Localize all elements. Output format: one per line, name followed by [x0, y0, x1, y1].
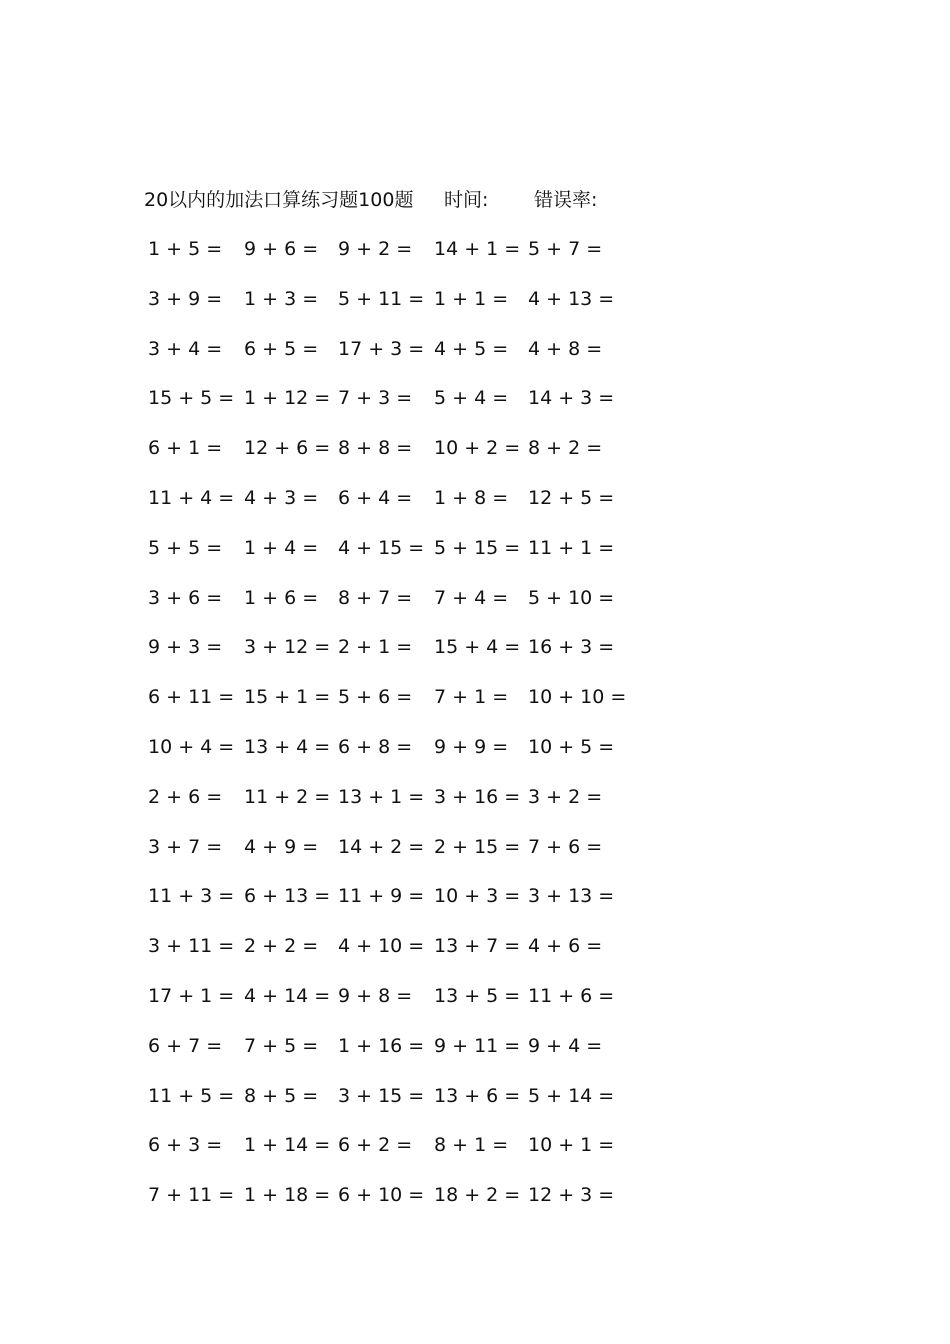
- problem-item: 15 + 1 =: [244, 686, 331, 709]
- problem-item: 5 + 6 =: [338, 686, 413, 709]
- problem-item: 6 + 5 =: [244, 337, 319, 360]
- problem-item: 12 + 3 =: [528, 1184, 615, 1207]
- problem-item: 4 + 6 =: [528, 935, 603, 958]
- problem-item: 9 + 4 =: [528, 1034, 603, 1057]
- problem-item: 6 + 11 =: [148, 686, 235, 709]
- problem-item: 2 + 15 =: [434, 835, 521, 858]
- problem-item: 10 + 4 =: [148, 736, 235, 758]
- problem-item: 11 + 5 =: [148, 1084, 235, 1107]
- problem-item: 1 + 12 =: [244, 387, 331, 410]
- problem-item: 11 + 9 =: [338, 885, 425, 908]
- problem-item: 1 + 14 =: [244, 1134, 331, 1157]
- problem-item: 6 + 13 =: [244, 885, 331, 908]
- problem-item: 10 + 1 =: [528, 1134, 615, 1157]
- problem-item: 4 + 15 =: [338, 536, 425, 559]
- problem-item: 11 + 3 =: [148, 885, 235, 908]
- problem-item: 4 + 10 =: [338, 935, 425, 958]
- problem-item: 9 + 2 =: [338, 238, 413, 260]
- problem-item: 9 + 3 =: [148, 636, 223, 659]
- problem-item: 12 + 6 =: [244, 437, 331, 460]
- problem-item: 14 + 3 =: [528, 387, 615, 410]
- problem-item: 3 + 15 =: [338, 1084, 425, 1107]
- problem-item: 3 + 2 =: [528, 785, 603, 808]
- problem-item: 11 + 1 =: [528, 536, 615, 559]
- problem-item: 1 + 4 =: [244, 536, 319, 559]
- problem-item: 3 + 6 =: [148, 586, 223, 609]
- problem-item: 13 + 4 =: [244, 736, 331, 758]
- problem-item: 7 + 6 =: [528, 835, 603, 858]
- problem-item: 1 + 1 =: [434, 287, 509, 310]
- problem-item: 8 + 1 =: [434, 1134, 509, 1157]
- problem-item: 7 + 3 =: [338, 387, 413, 410]
- problem-item: 9 + 8 =: [338, 985, 413, 1007]
- problem-item: 6 + 2 =: [338, 1134, 413, 1157]
- problem-item: 3 + 11 =: [148, 935, 235, 958]
- problem-item: 6 + 3 =: [148, 1134, 223, 1157]
- problem-item: 9 + 11 =: [434, 1034, 521, 1057]
- problem-item: 3 + 16 =: [434, 785, 521, 808]
- problem-item: 13 + 6 =: [434, 1084, 521, 1107]
- problem-item: 6 + 4 =: [338, 487, 413, 509]
- problem-item: 7 + 1 =: [434, 686, 509, 709]
- problem-item: 7 + 4 =: [434, 586, 509, 609]
- problem-item: 1 + 18 =: [244, 1184, 331, 1207]
- problem-item: 5 + 11 =: [338, 287, 425, 310]
- problem-item: 2 + 2 =: [244, 935, 319, 958]
- problem-item: 9 + 9 =: [434, 736, 509, 758]
- problem-item: 4 + 8 =: [528, 337, 603, 360]
- problem-item: 17 + 1 =: [148, 985, 235, 1007]
- problem-item: 5 + 5 =: [148, 536, 223, 559]
- problem-item: 2 + 1 =: [338, 636, 413, 659]
- problem-item: 17 + 3 =: [338, 337, 425, 360]
- problem-item: 11 + 2 =: [244, 785, 331, 808]
- problem-item: 8 + 7 =: [338, 586, 413, 609]
- problem-item: 5 + 7 =: [528, 238, 603, 260]
- problem-item: 3 + 4 =: [148, 337, 223, 360]
- problem-item: 3 + 9 =: [148, 287, 223, 310]
- problem-item: 3 + 12 =: [244, 636, 331, 659]
- problem-item: 4 + 9 =: [244, 835, 319, 858]
- problem-item: 15 + 4 =: [434, 636, 521, 659]
- problem-item: 4 + 13 =: [528, 287, 615, 310]
- problem-item: 7 + 11 =: [148, 1184, 235, 1207]
- problem-item: 1 + 5 =: [148, 238, 223, 260]
- problem-item: 14 + 2 =: [338, 835, 425, 858]
- problem-item: 5 + 14 =: [528, 1084, 615, 1107]
- problem-item: 10 + 3 =: [434, 885, 521, 908]
- problem-item: 3 + 7 =: [148, 835, 223, 858]
- problem-item: 10 + 2 =: [434, 437, 521, 460]
- problem-item: 1 + 16 =: [338, 1034, 425, 1057]
- problem-item: 15 + 5 =: [148, 387, 235, 410]
- problem-item: 9 + 6 =: [244, 238, 319, 260]
- problem-item: 8 + 5 =: [244, 1084, 319, 1107]
- problem-item: 11 + 4 =: [148, 487, 235, 509]
- problem-item: 5 + 4 =: [434, 387, 509, 410]
- problem-item: 13 + 1 =: [338, 785, 425, 808]
- problem-item: 8 + 2 =: [528, 437, 603, 460]
- time-label: 时间:: [444, 189, 489, 211]
- error-rate-label: 错误率:: [534, 189, 598, 211]
- problem-item: 13 + 7 =: [434, 935, 521, 958]
- problem-item: 16 + 3 =: [528, 636, 615, 659]
- problem-item: 14 + 1 =: [434, 238, 521, 260]
- problem-item: 13 + 5 =: [434, 985, 521, 1007]
- problem-item: 5 + 15 =: [434, 536, 521, 559]
- problem-item: 4 + 14 =: [244, 985, 331, 1007]
- problem-item: 6 + 10 =: [338, 1184, 425, 1207]
- problem-item: 3 + 13 =: [528, 885, 615, 908]
- worksheet-title: 20以内的加法口算练习题100题: [144, 189, 414, 211]
- problem-item: 1 + 3 =: [244, 287, 319, 310]
- problem-item: 6 + 8 =: [338, 736, 413, 758]
- problem-item: 4 + 5 =: [434, 337, 509, 360]
- problem-item: 6 + 7 =: [148, 1034, 223, 1057]
- problem-item: 10 + 10 =: [528, 686, 627, 709]
- problem-item: 18 + 2 =: [434, 1184, 521, 1207]
- problem-item: 1 + 6 =: [244, 586, 319, 609]
- problem-item: 5 + 10 =: [528, 586, 615, 609]
- problem-item: 4 + 3 =: [244, 487, 319, 509]
- problem-item: 10 + 5 =: [528, 736, 615, 758]
- problem-item: 11 + 6 =: [528, 985, 615, 1007]
- problem-item: 2 + 6 =: [148, 785, 223, 808]
- problem-item: 1 + 8 =: [434, 487, 509, 509]
- problem-item: 12 + 5 =: [528, 487, 615, 509]
- problem-item: 6 + 1 =: [148, 437, 223, 460]
- problem-item: 8 + 8 =: [338, 437, 413, 460]
- problem-item: 7 + 5 =: [244, 1034, 319, 1057]
